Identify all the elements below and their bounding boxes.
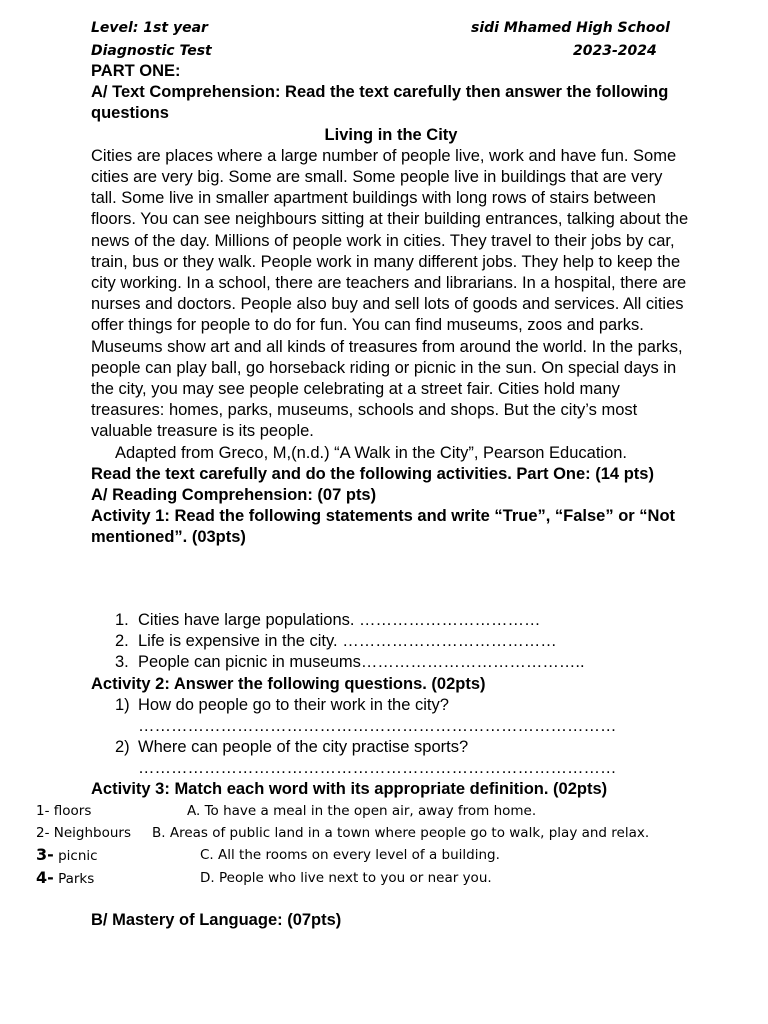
activity1-title: Activity 1: Read the following statements and write “True”, “False” or “Not mentioned”. (03pts)	[91, 507, 676, 547]
section-b-heading: B/ Mastery of Language: (07pts)	[91, 911, 342, 929]
test-label: Diagnostic Test	[91, 43, 212, 59]
activity1-item-text: People can picnic in museums…………………………………..	[138, 653, 585, 671]
match-word-num: 4-	[36, 868, 54, 887]
match-word-row	[36, 867, 94, 890]
activity2-question-num: 2)	[115, 738, 130, 756]
match-definition: A. To have a meal in the open air, away from home.	[187, 803, 537, 819]
source-citation: Adapted from Greco, M,(n.d.) “A Walk in the City”, Pearson Education.	[115, 443, 628, 462]
match-word-row	[36, 844, 98, 867]
activity2-title: Activity 2: Answer the following questions. (02pts)	[91, 675, 486, 693]
text-title: Living in the City	[324, 125, 458, 144]
part-one-heading: PART ONE:	[91, 62, 181, 80]
match-definition: D. People who live next to you or near you.	[200, 870, 492, 886]
match-word-num: 1-	[36, 803, 50, 819]
reading-passage: Cities are places where a large number of people live, work and have fun. Some cities are very big. Some are small. Some people live in buildings that are very tall. Some live in smaller apartment buildings with long rows of stairs between floors. You can see neighbours sitting at their building entrances, talking about the news of the day. Millions of people work in cities. They travel to their jobs by car, train, bus or they walk. People work in many different jobs. They help to keep the city working. In a school, there are teachers and librarians. In a hospital, there are nurses and doctors. People also buy and sell lots of goods and services. All cities offer things for people to do for fun. You can find museums, zoos and parks. Museums show art and all kinds of treasures from around the world. In the parks, people can play ball, go horseback riding or picnic in the sun. On special days in the city, you may see people celebrating at a street fair. Cities hold many treasures: homes, parks, museums, schools and shops. But the city’s most valuable treasure is its people.	[91, 146, 689, 441]
school-year: 2023-2024	[573, 43, 657, 59]
match-definition: B. Areas of public land in a town where people go to walk, play and relax.	[152, 825, 650, 841]
activity3-title: Activity 3: Match each word with its appropriate definition. (02pts)	[91, 780, 608, 798]
activity2-answer-line: ……………………………………………………………………………	[138, 717, 617, 735]
comprehension-section	[91, 61, 691, 549]
activity2-answer-line: ……………………………………………………………………………	[138, 759, 617, 777]
activity2-question-num: 1)	[115, 696, 130, 714]
match-word: Neighbours	[53, 825, 132, 841]
reading-comprehension-heading: A/ Reading Comprehension: (07 pts)	[91, 486, 377, 505]
match-word-row	[36, 822, 131, 844]
activity1-item-num: 1.	[115, 611, 129, 629]
section-a-heading: A/ Text Comprehension: Read the text carefully then answer the following questions	[91, 83, 669, 123]
activity1-item-num: 2.	[115, 632, 129, 650]
level-label: Level: 1st year	[91, 20, 208, 36]
activity1-item-text: Life is expensive in the city. …………………………………	[138, 632, 557, 650]
match-word-num: 3-	[36, 845, 54, 864]
match-word: floors	[53, 803, 92, 819]
activity1-item-num: 3.	[115, 653, 129, 671]
match-word: Parks	[58, 871, 95, 887]
activities-instruction: Read the text carefully and do the following activities. Part One: (14 pts)	[91, 464, 654, 483]
activity1-item-text: Cities have large populations. ……………………………	[138, 611, 541, 629]
activity2-question: How do people go to their work in the city?	[138, 696, 449, 714]
school-name: sidi Mhamed High School	[471, 20, 670, 36]
match-word: picnic	[58, 848, 98, 864]
match-definition: C. All the rooms on every level of a building.	[200, 847, 500, 863]
activity2-question: Where can people of the city practise sports?	[138, 738, 469, 756]
match-word-row	[36, 800, 91, 822]
match-word-num: 2-	[36, 825, 50, 841]
